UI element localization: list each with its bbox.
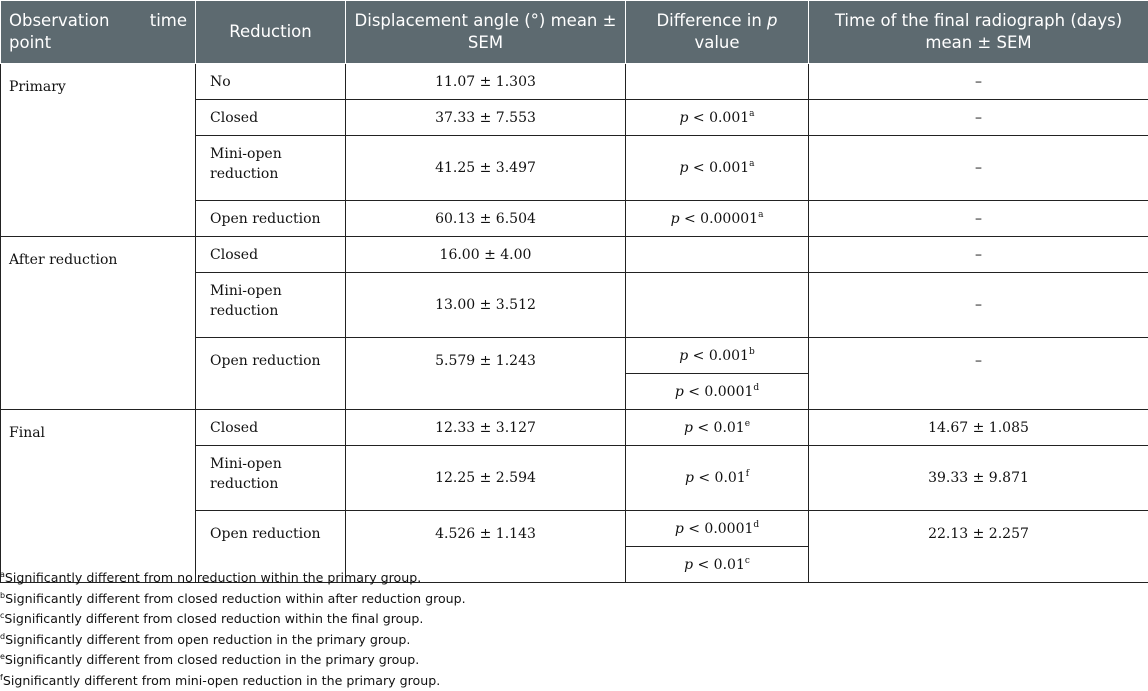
p-value: < 0.01 bbox=[693, 557, 745, 573]
group-final: Final bbox=[1, 410, 196, 583]
p-value-cell bbox=[626, 410, 809, 446]
group-after-reduction: After reduction bbox=[1, 237, 196, 410]
angle-cell: 12.25 ± 2.594 bbox=[346, 446, 626, 511]
p-symbol: p bbox=[675, 384, 684, 400]
table-row bbox=[1, 64, 1148, 100]
header-observation: Observation time point bbox=[1, 1, 196, 64]
time-cell: – bbox=[809, 136, 1148, 201]
footnote-mark: d bbox=[753, 383, 759, 393]
time-cell: – bbox=[809, 338, 1148, 410]
footnote-text: Significantly different from no reduction within the primary group. bbox=[5, 570, 421, 585]
footnote-mark: f bbox=[746, 469, 749, 479]
header-difference bbox=[626, 1, 809, 64]
p-value-cell bbox=[626, 374, 809, 410]
p-value: < 0.001 bbox=[688, 110, 749, 126]
p-value-cell bbox=[626, 547, 809, 583]
footnote-mark: a bbox=[758, 210, 763, 220]
header-reduction: Reduction bbox=[196, 1, 346, 64]
time-cell: – bbox=[809, 100, 1148, 136]
footnote-mark: e bbox=[745, 419, 750, 429]
p-value: < 0.0001 bbox=[684, 384, 754, 400]
table-row bbox=[1, 410, 1148, 446]
reduction-cell: Closed bbox=[196, 237, 346, 273]
p-symbol: p bbox=[684, 420, 693, 436]
p-value-cell bbox=[626, 64, 809, 100]
footnote-mark: b bbox=[749, 347, 755, 357]
p-value: < 0.001 bbox=[688, 348, 749, 364]
angle-cell: 60.13 ± 6.504 bbox=[346, 201, 626, 237]
p-value: < 0.01 bbox=[693, 420, 745, 436]
p-value-cell bbox=[626, 201, 809, 237]
reduction-cell: Open reduction bbox=[196, 511, 346, 583]
header-difference-post: value bbox=[694, 33, 739, 52]
footnote-text: Significantly different from closed reduction in the primary group. bbox=[5, 652, 419, 667]
header-difference-p: p bbox=[767, 11, 777, 30]
time-cell: – bbox=[809, 237, 1148, 273]
footnote-mark: d bbox=[753, 520, 759, 530]
table-row bbox=[1, 237, 1148, 273]
footnote-mark: a bbox=[0, 570, 5, 579]
reduction-cell: Open reduction bbox=[196, 338, 346, 410]
footnote bbox=[0, 568, 466, 589]
footnote bbox=[0, 609, 466, 630]
p-value-cell bbox=[626, 273, 809, 338]
footnote bbox=[0, 671, 466, 691]
reduction-cell: Closed bbox=[196, 410, 346, 446]
p-value-cell bbox=[626, 100, 809, 136]
p-value-cell bbox=[626, 237, 809, 273]
footnote-mark: d bbox=[0, 632, 5, 641]
reduction-cell: Mini-open reduction bbox=[196, 446, 346, 511]
p-value: < 0.001 bbox=[688, 160, 749, 176]
angle-cell: 16.00 ± 4.00 bbox=[346, 237, 626, 273]
p-value-cell bbox=[626, 338, 809, 374]
time-cell: – bbox=[809, 64, 1148, 100]
footnote-mark: a bbox=[749, 159, 754, 169]
reduction-cell: Closed bbox=[196, 100, 346, 136]
angle-cell: 12.33 ± 3.127 bbox=[346, 410, 626, 446]
time-cell: 14.67 ± 1.085 bbox=[809, 410, 1148, 446]
footnote bbox=[0, 650, 466, 671]
angle-cell: 13.00 ± 3.512 bbox=[346, 273, 626, 338]
footnotes bbox=[0, 568, 466, 691]
footnote-mark: f bbox=[0, 673, 3, 682]
group-primary: Primary bbox=[1, 64, 196, 237]
time-cell: – bbox=[809, 273, 1148, 338]
p-symbol: p bbox=[679, 110, 688, 126]
p-symbol: p bbox=[675, 521, 684, 537]
p-value: < 0.0001 bbox=[684, 521, 754, 537]
reduction-cell: Mini-open reduction bbox=[196, 136, 346, 201]
time-cell: 39.33 ± 9.871 bbox=[809, 446, 1148, 511]
p-symbol: p bbox=[679, 160, 688, 176]
footnote-mark: b bbox=[0, 591, 5, 600]
table-header-row bbox=[1, 1, 1148, 64]
reduction-cell: Open reduction bbox=[196, 201, 346, 237]
p-value-cell bbox=[626, 136, 809, 201]
p-value: < 0.01 bbox=[694, 470, 746, 486]
header-displacement: Displacement angle (°) mean ± SEM bbox=[346, 1, 626, 64]
reduction-cell: No bbox=[196, 64, 346, 100]
p-symbol: p bbox=[685, 470, 694, 486]
footnote-mark: c bbox=[745, 556, 750, 566]
p-symbol: p bbox=[684, 557, 693, 573]
footnote-text: Significantly different from mini-open reduction in the primary group. bbox=[3, 673, 440, 688]
angle-cell: 37.33 ± 7.553 bbox=[346, 100, 626, 136]
p-symbol: p bbox=[679, 348, 688, 364]
p-symbol: p bbox=[671, 211, 680, 227]
footnote-text: Significantly different from closed reduction within the final group. bbox=[4, 611, 423, 626]
time-cell: – bbox=[809, 201, 1148, 237]
footnote bbox=[0, 589, 466, 610]
header-difference-pre: Difference in bbox=[656, 11, 767, 30]
angle-cell: 4.526 ± 1.143 bbox=[346, 511, 626, 583]
header-time-final: Time of the final radiograph (days) mean ± SEM bbox=[809, 1, 1148, 64]
footnote-text: Significantly different from closed reduction within after reduction group. bbox=[5, 591, 466, 606]
footnote-text: Significantly different from open reduction in the primary group. bbox=[5, 632, 410, 647]
time-cell: 22.13 ± 2.257 bbox=[809, 511, 1148, 583]
p-value: < 0.00001 bbox=[680, 211, 759, 227]
angle-cell: 11.07 ± 1.303 bbox=[346, 64, 626, 100]
angle-cell: 5.579 ± 1.243 bbox=[346, 338, 626, 410]
footnote-mark: c bbox=[0, 611, 4, 620]
p-value-cell bbox=[626, 511, 809, 547]
p-value-cell bbox=[626, 446, 809, 511]
angle-cell: 41.25 ± 3.497 bbox=[346, 136, 626, 201]
footnote bbox=[0, 630, 466, 651]
reduction-cell: Mini-open reduction bbox=[196, 273, 346, 338]
footnote-mark: a bbox=[749, 109, 754, 119]
footnote-mark: e bbox=[0, 652, 5, 661]
